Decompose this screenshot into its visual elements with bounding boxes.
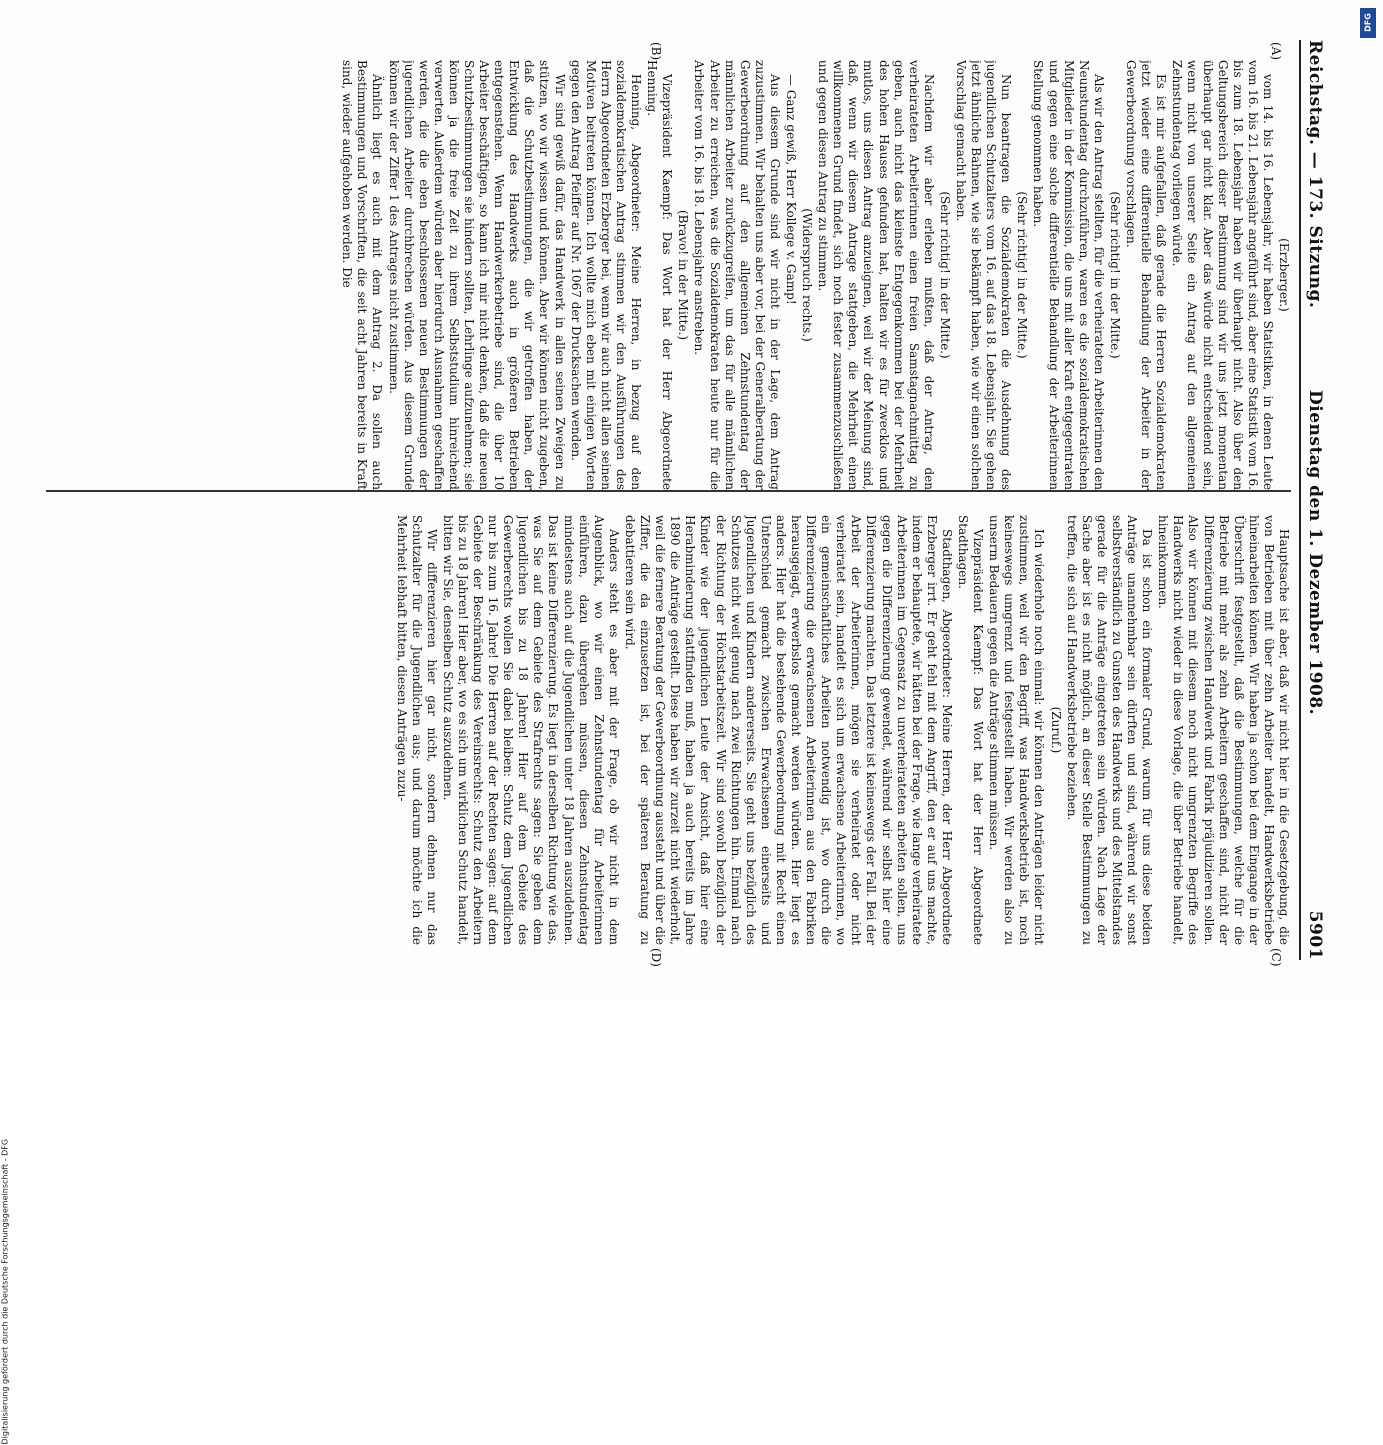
header-date: Dienstag den 1. Dezember 1908. [1305, 390, 1325, 716]
margin-mark-c: (C) [1269, 948, 1283, 967]
paragraph: Stadthagen, Abgeordneter: Meine Herren, der Herr Abgeordnete Erzberger irrt. Er geht fehl mit dem Angriff, den er auf uns machte, indem er behauptete, wir hätten bei der Frage, wie lange verheiratete Arbeiterinnen im Gegensatz zu unverheirateten arbeiten sollen, uns gegen die Differenzierung gewendet, während wir selbst hier eine Differenzierung machten. Das letztere ist keineswegs der Fall. Bei der Arbeit der Arbeiterinnen, mögen sie verheiratet oder nicht verheiratet sein, handelt es sich um erwachsene Arbeiterinnen, wo ein gemeinschaftliches Arbeiten notwendig ist, wo durch die Differenzierung die erwachsenen Arbeiterinnen aus den Fabriken herausgejagt, erwerbslos gemacht werden würden. Hier liegt es anders. Hier hat die bestehende Gewerbeordnung mit Recht einen Unterschied gemacht zwischen Erwachsenen einerseits und Jugendlichen und Kindern andererseits. Sie geht uns bezüglich des Schutzes nicht weit genug nach zwei Richtungen hin. Einmal nach der Richtung der Höchstarbeitszeit. Wir sind sowohl bezüglich der Kinder wie der jugendlichen Leute der Ansicht, daß hier eine Herabminderung stattfinden muß, haben ja auch bereits im Jahre 1890 die Anträge gestellt. Diese haben wir zurzeit nicht wiederholt, weil die fernere Beratung der Gewerbeordnung aussteht und über die Ziffer, die da einzusetzen ist, bei der späteren Beratung zu debattieren sein wird. [622, 515, 954, 945]
paragraph: Henning, Abgeordneter: Meine Herren, in bezug auf den sozialdemokratischen Antrag stimmen wir den Ausführungen des Herrn Abgeordneten Erzberger bei, wenn wir auch nicht allen seinen Motiven beitreten können. Ich wollte mich eben mit einigen Worten gegen den Antrag Pfeiffer auf Nr. 1067 der Drucksachen wenden. [568, 60, 644, 490]
interjection: (Sehr richtig! in der Mitte.) [1015, 191, 1030, 359]
header-rule [1299, 40, 1301, 960]
digitization-notice: Digitalisierung gefördert durch die Deutsche Forschungsgemeinschaft - DFG [0, 1138, 10, 1445]
paragraph: Ich wiederhole noch einmal: wir können den Anträgen leider nicht zustimmen, weil wir den Begriff, was Handwerksbetrieb ist, noch keineswegs umgrenzt und festgestellt haben. Wir werden also zu unserm Bedauern gegen die Anträge stimmen müssen. [987, 515, 1047, 945]
paragraph: Nachdem wir aber erleben mußten, daß der Antrag, den verheirateten Arbeiterinnen einen freien Samstagnachmittag zu geben, auch nicht das kleinste Entgegenkommen bei der Mehrheit des hohen Hauses gefunden hat, halten wir es für zwecklos und mutlos, uns diesen Antrag anzueignen, weil wir der Meinung sind, daß, wenn wir diesem Antrage stattgeben, die Mehrheit einen willkommenen Grund findet, sich noch fester zusammenzuschließen und gegen diesen Antrag zu stimmen. [816, 60, 936, 490]
interjection: (Sehr richtig! in der Mitte.) [937, 191, 952, 359]
chair-statement: Vizepräsident Kaempf: Das Wort hat der Herr Abgeordnete Henning. [645, 60, 675, 490]
paragraph: Aus diesem Grunde sind wir nicht in der Lage, dem Antrag zuzustimmen. Wir behalten uns aber vor, bei der Generalberatung der Gewerbeordnung auf den allgemeinen Zehnstundentag der männlichen Arbeiter zurückzugreifen, um das für alle männlichen Arbeiter zu erreichen, was die Sozialdemokraten heute nur für die Arbeiter vom 16. bis 18. Lebensjahre anstreben. [692, 60, 782, 490]
interjection: (Zuruf.) [1048, 706, 1063, 754]
interjection: (Sehr richtig! in der Mitte.) [1107, 191, 1122, 359]
text-column-left [46, 60, 1291, 490]
speaker-note: (Erzberger.) [1277, 238, 1291, 312]
margin-mark-d: (D) [649, 948, 663, 967]
paragraph: — Ganz gewiß, Herr Kollege v. Gamp! [784, 74, 798, 305]
paragraph: Hauptsache ist aber, daß wir nicht hier in die Gesetzgebung, die von Betrieben mit über zehn Arbeiter handelt, Handwerksbetriebe hineinarbeiten können. Wir haben ja schon bei dem Eingange in der Überschrift festgestellt, daß die Bestimmungen, welche für die Betriebe mit mehr als zehn Arbeitern geschaffen sind, nicht der Differenzierung zwischen Handwerk und Fabrik präjudizieren sollen. Also wir können mit diesem noch nicht umgrenzten Begriffe des Handwerks nicht wieder in diese Vorlage, die über Betriebe handelt, hineinkommen. [1156, 515, 1291, 945]
dfg-logo: DFG [1360, 8, 1376, 38]
column-divider [46, 490, 1291, 492]
paragraph: Wir differenzieren hier gar nicht, sondern dehnen nur das Schutzalter für die Jugendlichen aus; und darum möchte ich die Mehrheit lebhaft bitten, diesen Anträgen zuzu- [394, 515, 439, 945]
paragraph: Da ist schon ein formaler Grund, warum für uns diese beiden Anträge unannehmbar sein dürften und sind, während wir sonst selbstverständlich zu Gunsten des Handwerks und des Mittelstandes gerade für die Anträge eingetreten sein würden. Nach Lage der Sache aber ist es nicht möglich, an dieser Stelle Bestimmungen zu treffen, die sich auf Handwerksbetriebe beziehen. [1064, 515, 1155, 945]
page-header [1301, 40, 1325, 960]
paragraph: Wir sind gewiß dafür, das Handwerk in allen seinen Zweigen zu stützen, wo wir wissen und können. Aber wir können nicht zugeben, daß die Schutzbestimmungen, die wir getroffen haben, der Entwicklung des Handwerks auch in größeren Betrieben entgegenstehen. Wenn Handwerkerbetriebe sind, die über 10 Arbeiter beschäftigen, so kann ich mir nicht denken, daß die neuen Schutzbestimmungen sie hindern sollten, Lehrlinge aufzunehmen; sie können ja die freie Zeit zu ihrem Selbststudium hinreichend verwerten. Außerdem würden aber hierdurch Ausnahmen geschaffen werden, die die eben beschlossenen neuen Bestimmungen der jugendlichen Arbeiter durchbrechen würden. Aus diesem Grunde können wir der Ziffer 1 des Antrages nicht zustimmen. [386, 60, 567, 490]
paragraph: Als wir den Antrag stellten, für die verheirateten Arbeiterinnen den Neunstundentag durchzuführen, waren es die sozialdemokratischen Mitglieder in der Kommission, die uns mit aller Kraft entgegentraten und gegen eine solche differentielle Behandlung der Arbeiterinnen Stellung genommen haben. [1031, 60, 1106, 490]
paragraph: Es ist mir aufgefallen, daß gerade die Herren Sozialdemokraten jetzt wieder eine differentielle Behandlung der Arbeiter in der Gewerbeordnung vorschlagen. [1124, 60, 1169, 490]
paragraph: vom 14. bis 16. Lebensjahr, wir haben Statistiken, in denen Leute vom 16. bis 21. Lebensjahr angeführt sind, aber eine Statistik vom 16. bis zum 18. Lebensjahr haben wir überhaupt nicht. Also über den Geltungsbereich dieser Bestimmung sind wir uns jetzt momentan überhaupt gar nicht klar. Aber das würde nicht entscheidend sein, wenn nicht von unserer Seite ein Antrag auf den allgemeinen Zehnstundentag vorliegen würde. [1170, 60, 1275, 490]
paragraph: Nun beantragen die Sozialdemokraten die Ausdehnung des jugendlichen Schutzalters vom 16. auf das 18. Lebensjahr. Sie gehen jetzt ähnliche Bahnen, wie sie bekämpft haben, wie wir einen solchen Vorschlag gemacht haben. [954, 60, 1014, 490]
page-number: 5901 [1305, 910, 1325, 960]
margin-mark-a: (A) [1269, 42, 1283, 61]
margin-mark-b: (B) [649, 42, 663, 61]
header-session: Reichstag. — 173. Sitzung. [1305, 40, 1325, 309]
paragraph: Anders steht es aber mit der Frage, ob wir nicht in dem Augenblick, wo wir einen Zehnstundentag für Arbeiterinnen einführen, dazu übergehen müssen, diesen Zehnstundentag mindestens auch auf die Jugendlichen unter 18 Jahren auszudehnen. Das ist keine Differenzierung. Es liegt in derselben Richtung wie das, was Sie auf dem Gebiete des Strafrechts sagen: Sie geben dem Jugendlichen bis zu 18 Jahren! Hier auf dem Gebiete des Gewerberechts wollen Sie dabei bleiben: Schutz dem Jugendlichen nur bis zum 16. Jahre! Die Herren auf der Rechten sagen: auf dem Gebiete der Beschränkung des Vereinsrechts: Schutz den Arbeitern bis zu 18 Jahren! Hier aber, wo es sich um wirklichen Schutz handelt, bitten wir Sie, denselben Schutz auszudehnen. [440, 515, 621, 945]
paragraph: Ähnlich liegt es auch mit dem Antrag 2. Da sollen auch Bestimmungen und Vorschriften, die seit acht Jahren bereits in Kraft sind, wieder aufgehoben werden. Die [340, 60, 385, 490]
interjection: (Widerspruch rechts.) [800, 208, 815, 342]
text-column-right [46, 515, 1291, 945]
chair-statement: Vizepräsident Kaempf: Das Wort hat der Herr Abgeordnete Stadthagen. [956, 515, 986, 945]
interjection: (Bravo! in der Mitte.) [676, 209, 691, 341]
